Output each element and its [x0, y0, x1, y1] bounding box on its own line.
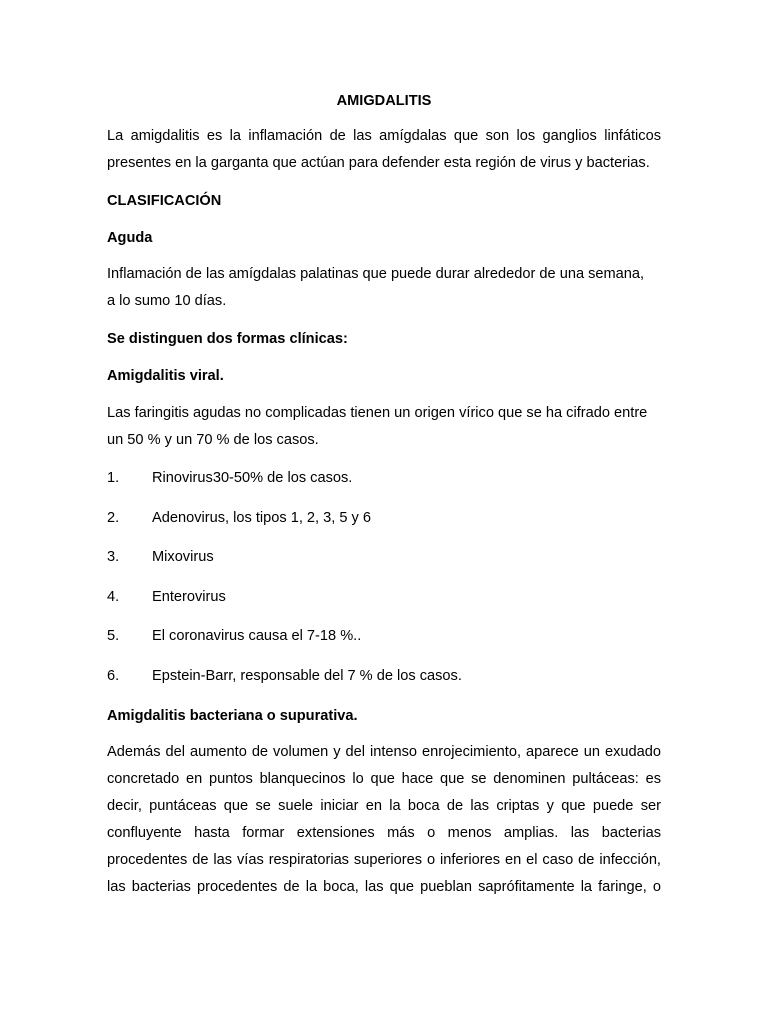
- acute-paragraph: [107, 261, 661, 315]
- list-item: [107, 587, 661, 607]
- list-text: Epstein-Barr, responsable del 7 % de los casos.: [152, 668, 462, 684]
- bacterial-line-5: procedentes de las vías respiratorias superiores o inferiores en el caso de infección,: [107, 852, 661, 868]
- intro-line-2: presentes en la garganta que actúan para defender esta región de virus y bacterias.: [107, 155, 650, 171]
- list-number: 1.: [107, 470, 120, 486]
- acute-line-2: a lo sumo 10 días.: [107, 293, 227, 309]
- list-item: [107, 508, 661, 528]
- section-heading-classification: CLASIFICACIÓN: [107, 193, 222, 209]
- list-text: Mixovirus: [152, 549, 214, 565]
- bacterial-line-4: confluyente hasta formar extensiones más o menos amplias. las bacterias: [107, 825, 661, 841]
- bacterial-line-3: decir, puntáceas que se suele iniciar en la boca de las criptas y que puede ser: [107, 798, 661, 814]
- list-item: [107, 666, 661, 686]
- list-text: Rinovirus30-50% de los casos.: [152, 470, 353, 486]
- list-number: 4.: [107, 589, 120, 605]
- bacterial-line-6: las bacterias procedentes de la boca, las que pueblan saprófitamente la faringe, o: [107, 879, 661, 895]
- list-number: 2.: [107, 510, 120, 526]
- list-number: 6.: [107, 668, 120, 684]
- bacterial-line-2: concretado en puntos blanquecinos lo que hace que se denominen pultáceas: es: [107, 771, 661, 787]
- intro-line-1: La amigdalitis es la inflamación de las amígdalas que son los ganglios linfáticos: [107, 128, 661, 144]
- viral-paragraph: [107, 400, 661, 454]
- list-text: El coronavirus causa el 7-18 %..: [152, 628, 362, 644]
- viral-line-1: Las faringitis agudas no complicadas tienen un origen vírico que se ha cifrado entre: [107, 405, 648, 421]
- list-text: Adenovirus, los tipos 1, 2, 3, 5 y 6: [152, 510, 372, 526]
- list-item: [107, 547, 661, 567]
- list-number: 5.: [107, 628, 120, 644]
- bacterial-paragraph: [107, 739, 661, 901]
- intro-paragraph: [107, 123, 661, 177]
- list-item: [107, 468, 661, 488]
- list-number: 3.: [107, 549, 120, 565]
- list-item: [107, 626, 661, 646]
- acute-line-1: Inflamación de las amígdalas palatinas que puede durar alrededor de una semana,: [107, 266, 645, 282]
- page-title: AMIGDALITIS: [336, 93, 432, 109]
- list-text: Enterovirus: [152, 589, 226, 605]
- bacterial-heading: Amigdalitis bacteriana o supurativa.: [107, 708, 358, 724]
- clinical-forms-heading: Se distinguen dos formas clínicas:: [107, 331, 348, 347]
- subsection-heading-acute: Aguda: [107, 230, 153, 246]
- viral-heading: Amigdalitis viral.: [107, 368, 224, 384]
- viral-line-2: un 50 % y un 70 % de los casos.: [107, 432, 319, 448]
- bacterial-line-1: Además del aumento de volumen y del intenso enrojecimiento, aparece un exudado: [107, 744, 661, 760]
